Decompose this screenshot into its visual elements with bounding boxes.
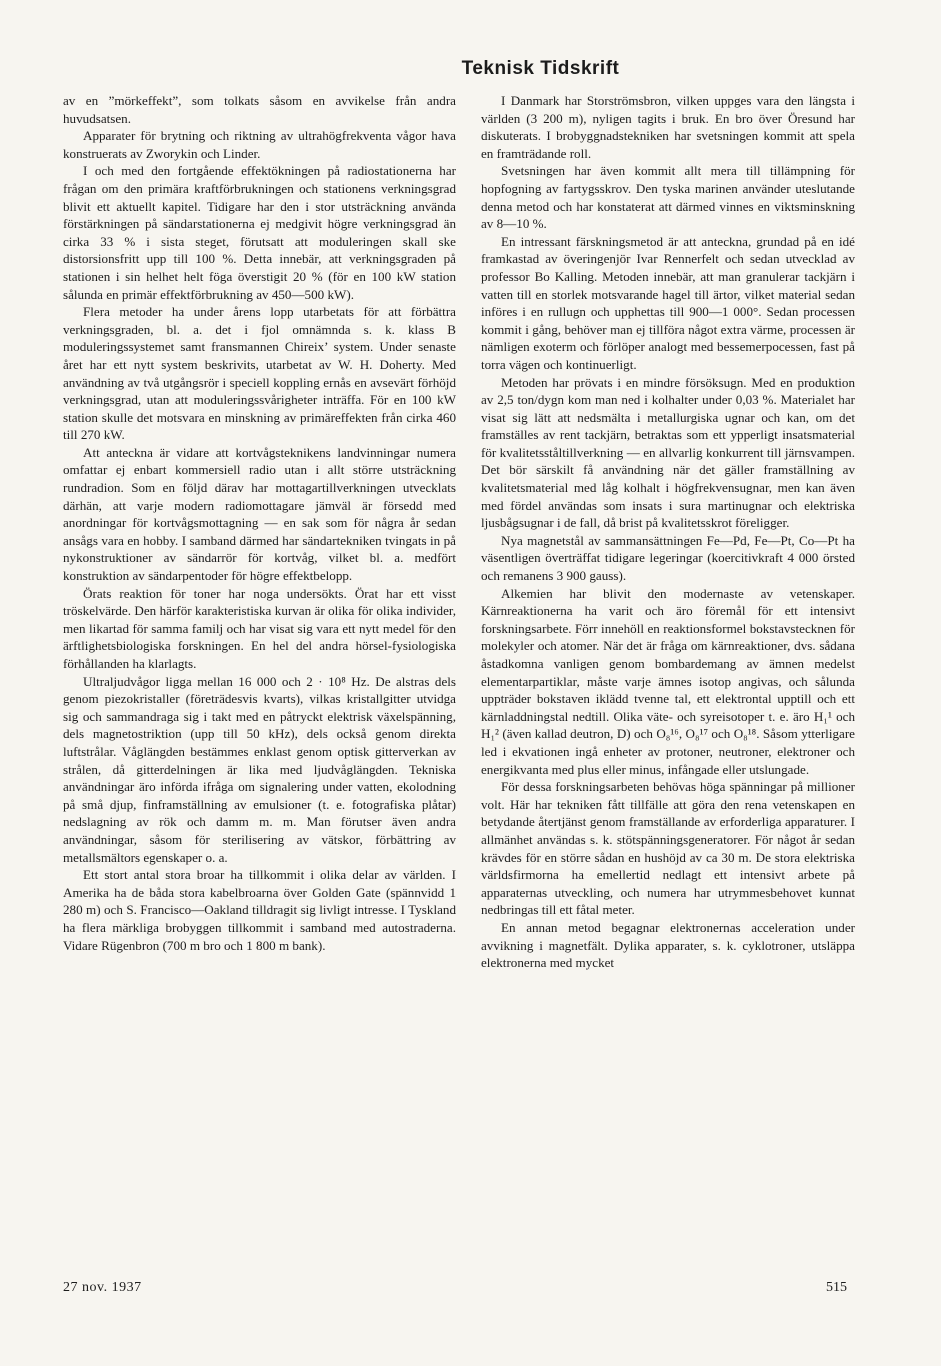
paragraph: Svetsningen har även kommit allt mera till tillämpning för hopfogning av fartygsskrov. Den tyska marinen använder uteslutande denna metod och har konstaterat att därmed vinnes en viktsminskning av 8—10 %. — [481, 163, 855, 232]
issue-date: 27 nov. 1937 — [63, 1280, 142, 1295]
paragraph: Apparater för brytning och riktning av ultrahögfrekventa vågor hava konstruerats av Zworykin och Linder. — [63, 128, 456, 161]
paragraph: En annan metod begagnar elektronernas acceleration under avvikning i magnetfält. Dylika apparater, s. k. cyklotroner, utsläppa elektronerna med mycket — [481, 919, 855, 971]
paragraph: av en ”mörkeffekt”, som tolkats såsom en avvikelse från andra huvudsatsen. — [63, 93, 456, 126]
paragraph: Alkemien har blivit den modernaste av vetenskaper. Kärnreaktionerna ha varit och äro föremål för ett intensivt forskningsarbete. Förr innehöll en reaktionsformel bokstavstecknen för molekyler och atomer. När det är fråga om kärnreaktioner, dvs. sådana åstadkomna vanligen genom bombardemang av ämnen medelst elementarpartiklar, måste varje ämnes isotop angivas, och sålunda uppträder bokstaven iklädd tvenne tal, ett elektrontal upptill och ett kärnladdningstal nedtill. Olika väte- och syreisotoper t. e. äro H₁¹ och H₁² (även kallad deutron, D) och O₈¹⁶, O₈¹⁷ och O₈¹⁸. Såsom ytterligare led i ekvationen ingå enheter av protoner, neutroner, elektroner och energikvanta med plus eller minus, infångade eller utslungade. — [481, 585, 855, 777]
paragraph: Nya magnetstål av sammansättningen Fe—Pd, Fe—Pt, Co—Pt ha väsentligen överträffat tidigare legeringar (koercitivkraft 4 000 örsted och remanens 3 900 gauss). — [481, 532, 855, 584]
paragraph: En intressant färskningsmetod är att anteckna, grundad på en idé framkastad av överingenjör Ivar Rennerfelt och sedan utvecklad av professor Bo Kalling. Metoden innebär, att man granulerar tackjärn i vatten till en storlek motsvarande hagel till ärtor, vilket material sedan införes i en rullugn och upphettas till 900—1 000°. Sedan processen kommit i gång, behöver man ej tillföra något extra värme, processen är nämligen exoterm och förlöper analogt med bessemerpocessen, fast på torra vägen och kontinuerligt. — [481, 233, 855, 372]
paragraph: Att anteckna är vidare att kortvågsteknikens landvinningar numera omfattar ej enbart kommersiell radio utan i allt större utsträckning rundradion. Som en följd därav har mottagartillverkningen utvecklats därhän, att varje modern radiomottagare jämväl är försedd med anordningar för kortvågsmottagning — en sak som för några år sedan ansågs vara en hobby. I samband därmed har sändartekniken tvingats in på nykonstruktioner av sändarrör för kortvåg, vilket bl. a. medfört konstruktion av sändarpentoder för högre effektbelopp. — [63, 444, 456, 584]
paragraph: Metoden har prövats i en mindre försöksugn. Med en produktion av 2,5 ton/dygn kom man ned i kolhalter under 0,03 %. Materialet har visat sig lätt att nedsmälta i metallurgiska ugnar och kan, om det framställes av rent tackjärn, betraktas som ett ypperligt insatsmaterial för kvalitetsståltillverkning — en allvarlig konkurrent till järnsvampen. Det bör särskilt få användning när det gäller framställning av kvalitetsmaterial med låg kolhalt i högfrekvensugnar, men kan även med fördel användas som insats i sura martinugnar och elektriska ljusbågsugnar i de fall, då brist på kvalitetsskrot föreligger. — [481, 374, 855, 531]
paragraph: För dessa forskningsarbeten behövas höga spänningar på millioner volt. Här har tekniken fått tillfälle att göra den rena vetenskapen en betydande återtjänst genom framställande av erforderliga apparaturer. I allmänhet användas s. k. stötspänningsgeneratorer. För något år sedan krävdes för en större sådan en hushöjd av ca 30 m. De stora elektriska världsfirmorna ha emellertid nedlagt ett intensivt arbete på apparaternas utveckling, och numera har utrymmesbehovet kunnat nedbringas till ett fåtal meter. — [481, 779, 855, 918]
paragraph: Ultraljudvågor ligga mellan 16 000 och 2 · 10⁸ Hz. De alstras dels genom piezokristaller (företrädesvis kvarts), vilkas kristallgitter utvidga sig och sammandraga sig i takt med en påtryckt elektrisk växelspänning, dels magnetostriktion (upp till 50 kHz), dels också genom direkta luftstrålar. Våglängden bestämmes enklast genom optisk gitterverkan av strålen, då gitterdelningen är lika med ljudvåglängden. Tekniska användningar äro införda ifråga om signalering under vatten, ekolodning på små djup, finframställning av emulsioner (t. e. fotografiska plåtar) nedslagning av rök och damm m. m. Man förutser även andra användningar, såsom för sterilisering av vätskor, förbättring av metallsmältors egenskaper o. a. — [63, 673, 456, 865]
right-column — [481, 92, 855, 972]
paragraph: Flera metoder ha under årens lopp utarbetats för att förbättra verkningsgraden, bl. a. det i fjol omnämnda s. k. klass B moduleringssystemet samt fransmannen Chireix’ system. Under senaste året har ett nytt system beskrivits, utarbetat av W. H. Doherty. Med användning av två utgångsrör i speciell koppling ernås en avsevärt förhöjd verkningsgrad, utan att moduleringssvårigheter inträffa. För en 100 kW station skulle det motsvara en minskning av primäreffekten från cirka 460 till 270 kW. — [63, 304, 456, 443]
journal-header: Teknisk Tidskrift — [461, 58, 620, 79]
left-column — [63, 92, 456, 954]
paragraph: Ett stort antal stora broar ha tillkommit i olika delar av världen. I Amerika ha de båda stora kabelbroarna över Golden Gate (spännvidd 1 280 m) och S. Francisco—Oakland tilldragit sig livligt intresse. I Tyskland ha flera märkliga brobyggen tillkommit i samband med autostraderna. Vidare Rügenbron (700 m bro och 1 800 m bank). — [63, 867, 456, 953]
paragraph: I Danmark har Storströmsbron, vilken uppges vara den längsta i världen (3 200 m), nyligen tagits i bruk. En bro över Öresund har diskuterats. I brobyggnadstekniken har svetsningen kommit att spela en framträdande roll. — [481, 93, 855, 161]
paragraph: Örats reaktion för toner har noga undersökts. Örat har ett visst tröskelvärde. Den härför karakteristiska kurvan är olika för olika individer, men likartad för samma familj och har visat sig vara ett nytt medel för den ärftlighetsbiologiska forskningen. En hel del andra hörsel-fysiologiska förhållanden ha klarlagts. — [63, 585, 456, 671]
page-number: 515 — [826, 1280, 847, 1295]
paragraph: I och med den fortgående effektökningen på radiostationerna har frågan om den primära kraftförbrukningen och stationens verkningsgrad blivit ett aktuellt kapitel. Tidigare har den i stor utsträckning använda förstärkningen på sändarstationerna ej medgivit högre verkningsgrad än cirka 33 % i sista steget, förutsatt att moduleringen skall ske distorsionsfritt upp till 100 %. Detta innebär, att verkningsgraden på stationen i sin helhet helt föga överstigit 20 % (för en 100 kW station sålunda en primär effektförbrukning av 450—500 kW). — [63, 163, 456, 302]
